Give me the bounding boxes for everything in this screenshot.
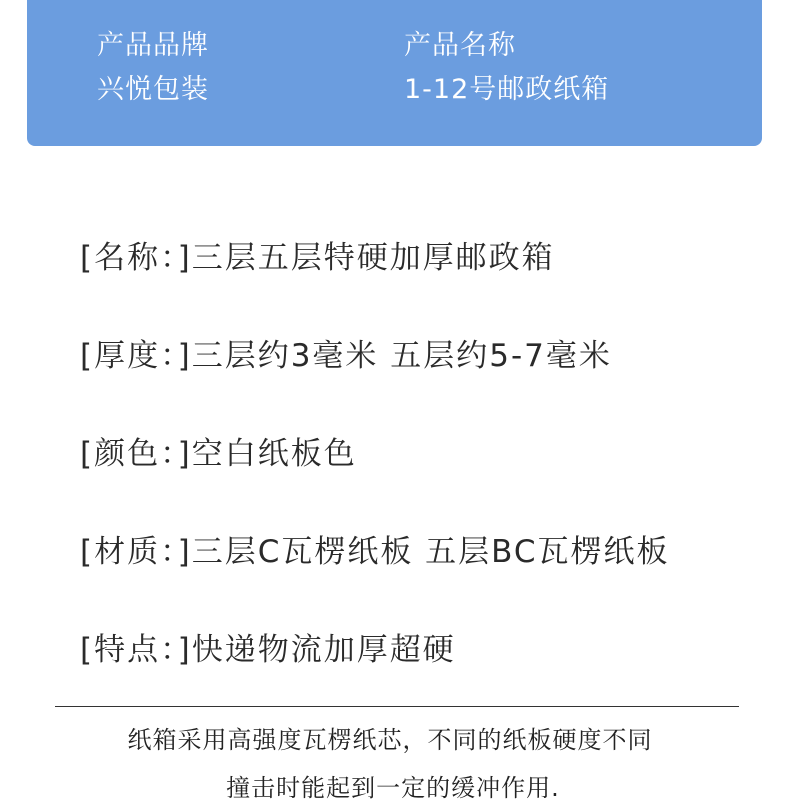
product-name-value: 1-12号邮政纸箱 [404,74,610,105]
brand-column [97,24,209,112]
divider-line [55,706,739,707]
spec-list [80,236,670,726]
note-line-2: 撞击时能起到一定的缓冲作用. [226,774,560,800]
spec-thickness: [厚度：]三层约3毫米 五层约5-7毫米 [80,338,612,374]
product-name-label: 产品名称 [404,30,516,61]
spec-name: [名称：]三层五层特硬加厚邮政箱 [80,240,555,276]
spec-color: [颜色：]空白纸板色 [80,436,357,472]
product-name-column [404,24,609,112]
spec-feature: [特点：]快递物流加厚超硬 [80,632,456,668]
spec-material: [材质：]三层C瓦楞纸板 五层BC瓦楞纸板 [80,534,670,570]
product-header-band [27,0,762,146]
brand-value: 兴悦包装 [97,74,209,105]
brand-label: 产品品牌 [97,30,209,61]
note-line-1: 纸箱采用高强度瓦楞纸芯，不同的纸板硬度不同 [127,726,653,754]
